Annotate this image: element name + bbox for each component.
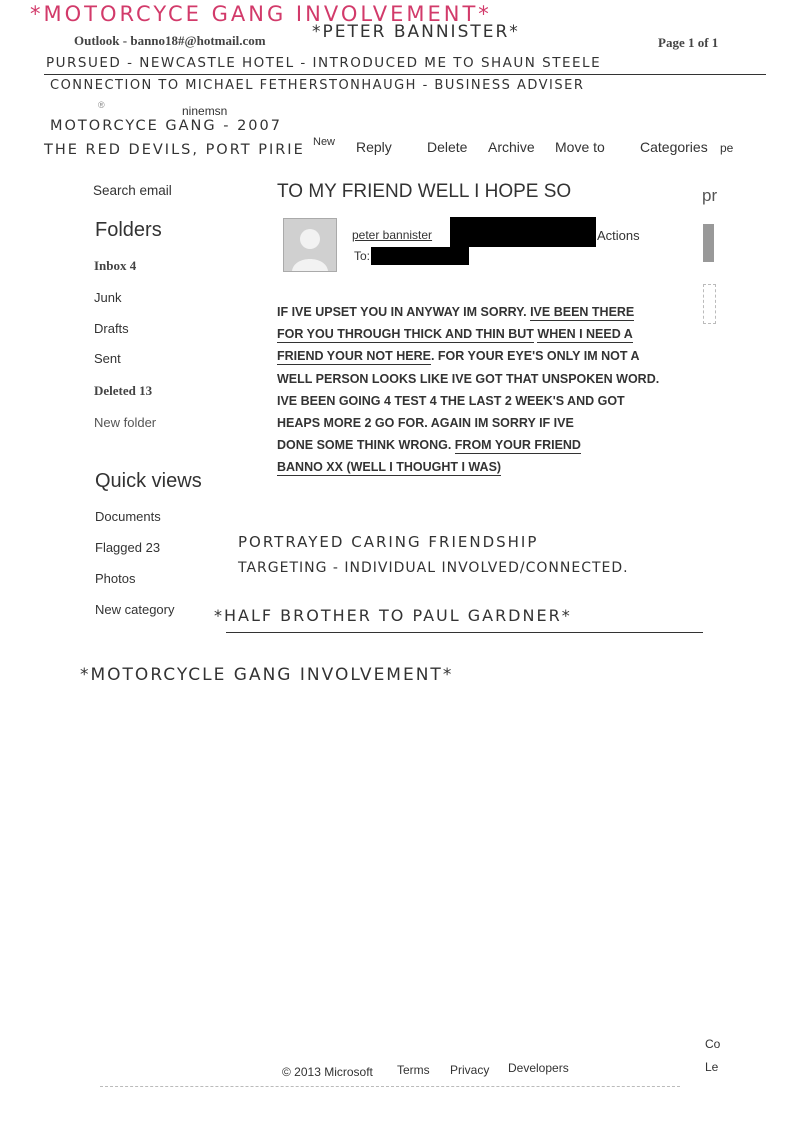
- toolbar-overflow-text: pe: [720, 141, 734, 155]
- search-email-input[interactable]: Search email: [93, 183, 172, 198]
- new-folder-link[interactable]: New folder: [94, 415, 157, 430]
- annotation-targeting: TARGETING - INDIVIDUAL INVOLVED/CONNECTED.: [238, 560, 629, 576]
- avatar-icon: [283, 218, 337, 272]
- redaction-recipient: [371, 247, 469, 265]
- body-text-2b: WHEN I NEED A: [537, 327, 633, 341]
- annotation-portrayed: PORTRAYED CARING FRIENDSHIP: [238, 533, 539, 551]
- msn-logo-fragment: ®: [98, 100, 105, 110]
- quick-view-photos[interactable]: Photos: [95, 571, 136, 586]
- body-text-3b: . FOR YOUR EYE'S ONLY IM NOT A: [430, 349, 640, 363]
- toolbar-new[interactable]: New: [313, 136, 336, 148]
- annotation-half-brother: *HALF BROTHER TO PAUL GARDNER*: [214, 606, 572, 625]
- footer-copyright: © 2013 Microsoft: [282, 1065, 373, 1079]
- body-line-3: [277, 349, 640, 363]
- quick-view-flagged[interactable]: Flagged 23: [95, 540, 161, 555]
- scrollbar-track[interactable]: [703, 284, 716, 324]
- folder-junk[interactable]: Junk: [94, 290, 122, 305]
- body-text-1a: IF IVE UPSET YOU IN ANYWAY IM SORRY.: [277, 305, 527, 319]
- body-line-5: IVE BEEN GOING 4 TEST 4 THE LAST 2 WEEK'S AND GOT: [277, 394, 625, 408]
- footer-privacy-link[interactable]: Privacy: [450, 1063, 490, 1077]
- body-text-8: BANNO XX (WELL I THOUGHT I WAS): [277, 460, 502, 474]
- folder-deleted[interactable]: Deleted 13: [94, 383, 153, 398]
- body-line-4: WELL PERSON LOOKS LIKE IVE GOT THAT UNSPOKEN WORD.: [277, 372, 660, 386]
- to-label: To:: [354, 249, 371, 263]
- footer-right-le: Le: [705, 1060, 719, 1074]
- annotation-line-connection: CONNECTION TO MICHAEL FETHERSTONHAUGH - BUSINESS ADVISER: [50, 78, 585, 93]
- annotation-peter-bannister: *PETER BANNISTER*: [312, 22, 520, 42]
- print-header-page: Page 1 of 1: [658, 35, 719, 50]
- body-line-8: [277, 460, 501, 474]
- quick-views-heading: Quick views: [95, 470, 202, 492]
- right-pane-fragment: pr: [702, 186, 718, 205]
- folder-inbox[interactable]: Inbox 4: [94, 258, 137, 273]
- sender-name[interactable]: peter bannister: [352, 228, 433, 242]
- body-text-2a: FOR YOU THROUGH THICK AND THIN BUT: [277, 327, 534, 341]
- body-text-1b: IVE BEEN THERE: [530, 305, 635, 319]
- redaction-sender-address: [450, 217, 596, 247]
- body-text-7a: DONE SOME THINK WRONG.: [277, 438, 452, 452]
- footer-developers-link[interactable]: Developers: [508, 1061, 569, 1075]
- quick-view-documents[interactable]: Documents: [95, 509, 161, 524]
- scan-artifact-line: [100, 1086, 680, 1087]
- annotation-line-motorcycle-gang-2007: MOTORCYCE GANG - 2007: [50, 118, 282, 134]
- body-text-3a: FRIEND YOUR NOT HERE: [277, 349, 431, 363]
- toolbar-move-to-button[interactable]: Move to: [555, 139, 605, 155]
- email-subject: TO MY FRIEND WELL I HOPE SO: [277, 181, 572, 202]
- ninemsn-brand: ninemsn: [182, 104, 228, 118]
- annotation-bottom-title: *MOTORCYCLE GANG INVOLVEMENT*: [80, 665, 454, 685]
- toolbar-categories-button[interactable]: Categories: [640, 139, 708, 155]
- folder-drafts[interactable]: Drafts: [94, 321, 129, 336]
- body-text-7b: FROM YOUR FRIEND: [454, 438, 581, 452]
- toolbar-reply-button[interactable]: Reply: [356, 139, 392, 155]
- folders-heading: Folders: [95, 219, 162, 241]
- new-category-link[interactable]: New category: [95, 602, 175, 617]
- annotation-underline-2: [226, 632, 703, 633]
- body-line-1: [277, 305, 634, 319]
- folder-sent[interactable]: Sent: [94, 351, 121, 366]
- print-header-outlook: Outlook - banno18#@hotmail.com: [74, 33, 266, 48]
- body-line-6: HEAPS MORE 2 GO FOR. AGAIN IM SORRY IF IVE: [277, 416, 574, 430]
- actions-menu[interactable]: Actions: [597, 228, 640, 243]
- toolbar-archive-button[interactable]: Archive: [488, 139, 535, 155]
- annotation-underline-1: [44, 74, 766, 75]
- footer-terms-link[interactable]: Terms: [397, 1063, 430, 1077]
- footer-right-co: Co: [705, 1037, 721, 1051]
- scrollbar-thumb[interactable]: [703, 224, 714, 262]
- person-icon: [284, 219, 336, 271]
- annotation-line-pursued: PURSUED - NEWCASTLE HOTEL - INTRODUCED ME TO SHAUN STEELE: [46, 55, 602, 71]
- toolbar-delete-button[interactable]: Delete: [427, 139, 468, 155]
- body-line-2: [277, 327, 633, 341]
- annotation-top-title: *MOTORCYCE GANG INVOLVEMENT*: [30, 2, 492, 26]
- annotation-line-red-devils: THE RED DEVILS, PORT PIRIE: [44, 142, 305, 158]
- body-line-7: [277, 438, 581, 452]
